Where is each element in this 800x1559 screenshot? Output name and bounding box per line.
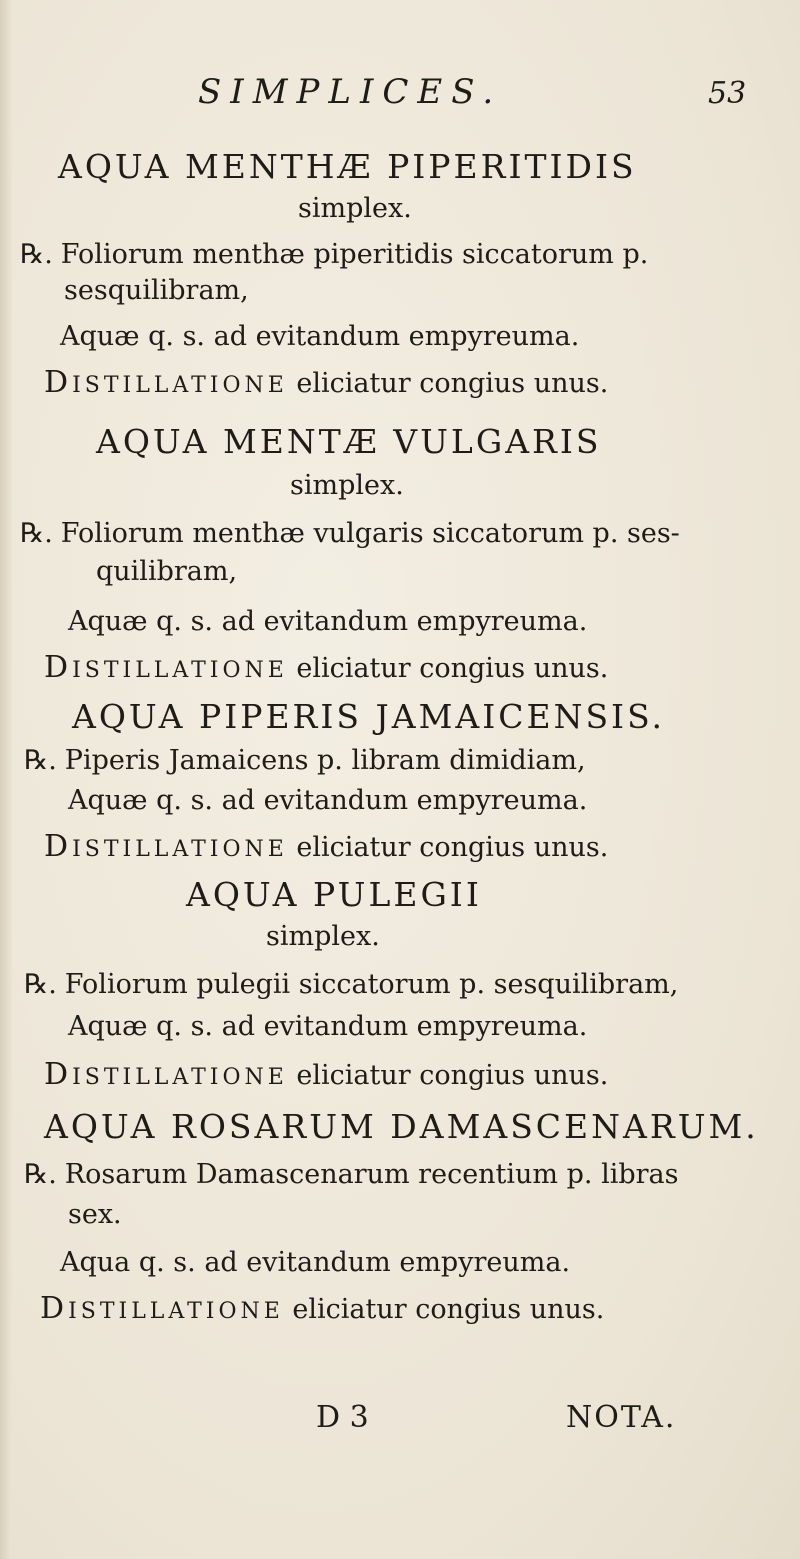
ingredient-line: sesquilibram, [64,275,249,306]
recipe-title: AQUA ROSARUM DAMASCENARUM. [44,1107,759,1146]
running-head: SIMPLICES. [198,72,503,112]
ingredient-line: quilibram, [96,556,238,587]
page-gutter [0,0,12,1559]
recipe-symbol: ℞. [20,518,53,549]
recipe-subtitle: simplex. [298,193,412,224]
ingredient-line: Aquæ q. s. ad evitandum empyreuma. [60,321,580,352]
ingredient-line: ℞. Piperis Jamaicens p. libram dimidiam, [24,745,586,776]
recipe-symbol: ℞. [24,745,57,776]
page-number: 53 [708,76,747,111]
catchword: NOTA. [566,1400,677,1435]
ingredient-line: Aquæ q. s. ad evitandum empyreuma. [68,606,588,637]
recipe-symbol: ℞. [24,969,57,1000]
recipe-title: AQUA PULEGII [186,875,482,914]
distillation-line: DISTILLATIONE eliciatur congius unus. [44,1057,609,1092]
signature-mark: D 3 [316,1400,369,1435]
distillation-line: DISTILLATIONE eliciatur congius unus. [44,829,609,864]
recipe-symbol: ℞. [20,239,53,270]
distillation-line: DISTILLATIONE eliciatur congius unus. [44,365,609,400]
recipe-title: AQUA MENTÆ VULGARIS [96,422,602,461]
ingredient-line: Aquæ q. s. ad evitandum empyreuma. [68,785,588,816]
ingredient-line: ℞. Foliorum menthæ vulgaris siccatorum p. ses- [20,518,680,549]
distillation-line: DISTILLATIONE eliciatur congius unus. [40,1291,605,1326]
recipe-subtitle: simplex. [266,921,380,952]
ingredient-line: ℞. Rosarum Damascenarum recentium p. libras [24,1159,679,1190]
ingredient-line: ℞. Foliorum pulegii siccatorum p. sesquilibram, [24,969,679,1000]
ingredient-line: sex. [68,1199,122,1230]
page-footer [0,1400,800,1450]
ingredient-line: ℞. Foliorum menthæ piperitidis siccatorum p. [20,239,649,270]
ingredient-line: Aquæ q. s. ad evitandum empyreuma. [68,1011,588,1042]
recipe-title: AQUA MENTHÆ PIPERITIDIS [58,147,637,186]
distillation-line: DISTILLATIONE eliciatur congius unus. [44,650,609,685]
ingredient-line: Aqua q. s. ad evitandum empyreuma. [60,1247,571,1278]
page-header [0,72,800,122]
recipe-symbol: ℞. [24,1159,57,1190]
recipe-title: AQUA PIPERIS JAMAICENSIS. [72,697,666,736]
recipe-subtitle: simplex. [290,470,404,501]
